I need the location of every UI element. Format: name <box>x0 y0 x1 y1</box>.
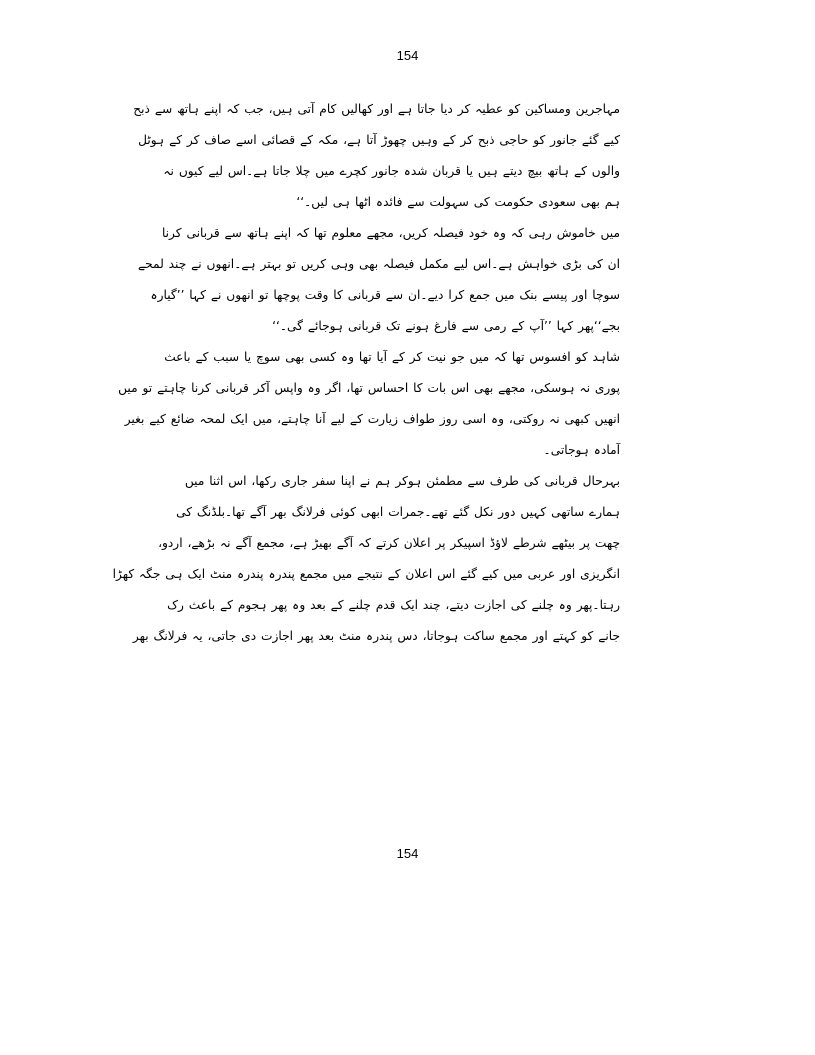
text-line: کیے گئے جانور کو حاجی ذبح کر کے وہیں چھوڑ آتا ہے، مکہ کے قصائی اسے صاف کر کے ہوٹل <box>138 133 620 147</box>
text-line: انھیں کبھی نہ روکتی، وہ اسی روز طواف زیارت کے لیے آنا چاہتے، میں ایک لمحہ ضائع کیے بغیر <box>124 412 620 426</box>
text-line: والوں کے ہاتھ بیچ دیتے ہیں یا قربان شدہ جانور کچرے میں چلا جاتا ہے۔اس لیے کیوں نہ <box>163 164 620 178</box>
text-line: بجے‘‘پھر کہا ’’آپ کے رمی سے فارغ ہونے تک قربانی ہوجائے گی۔‘‘ <box>272 319 620 333</box>
urdu-text-body <box>112 94 620 652</box>
text-line: آمادہ ہوجاتی۔ <box>543 443 620 457</box>
text-line: مہاجرین ومساکین کو عطیہ کر دیا جاتا ہے اور کھالیں کام آتی ہیں، جب کہ اپنے ہاتھ سے ذبح <box>133 102 620 116</box>
text-line: انگریزی اور عربی میں کیے گئے اس اعلان کے نتیجے میں مجمع پندرہ پندرہ منٹ ایک ہی جگہ کھڑا <box>112 567 620 581</box>
text-line: چھت پر بیٹھے شرطے لاؤڈ اسپیکر پر اعلان کرتے کہ آگے بھیڑ ہے، مجمع آگے نہ بڑھے، اردو، <box>158 536 620 550</box>
text-line: ہمارے ساتھی کہیں دور نکل گئے تھے۔جمرات ابھی کوئی فرلانگ بھر آگے تھا۔بلڈنگ کی <box>176 505 620 519</box>
text-line: رہتا۔پھر وہ چلنے کی اجازت دیتے، چند ایک قدم چلنے کے بعد وہ پھر ہجوم کے باعث رک <box>167 598 620 612</box>
text-line: شاہد کو افسوس تھا کہ میں جو نیت کر کے آیا تھا وہ کسی بھی سوچ یا سبب کے باعث <box>164 350 620 364</box>
page-number-bottom: 154 <box>396 846 419 861</box>
text-line: پوری نہ ہوسکی، مجھے بھی اس بات کا احساس تھا، اگر وہ واپس آکر قربانی کرنا چاہتے تو میں <box>118 381 620 395</box>
text-line: میں خاموش رہی کہ وہ خود فیصلہ کریں، مجھے معلوم تھا کہ اپنے ہاتھ سے قربانی کرنا <box>161 226 620 240</box>
text-line: بہرحال قربانی کی طرف سے مطمئن ہوکر ہم نے اپنا سفر جاری رکھا، اس اثنا میں <box>184 474 620 488</box>
page-number-top: 154 <box>396 48 419 63</box>
text-line: جانے کو کہتے اور مجمع ساکت ہوجاتا، دس پندرہ منٹ بعد پھر اجازت دی جاتی، یہ فرلانگ بھر <box>132 629 620 643</box>
text-line: سوچا اور پیسے بنک میں جمع کرا دیے۔ان سے قربانی کا وقت پوچھا تو انھوں نے کہا ’’گیارہ <box>150 288 620 302</box>
text-line: ان کی بڑی خواہش ہے۔اس لیے مکمل فیصلہ بھی وہی کریں تو بہتر ہے۔انھوں نے چند لمحے <box>138 257 620 271</box>
text-line: ہم بھی سعودی حکومت کی سہولت سے فائدہ اٹھا ہی لیں۔‘‘ <box>296 195 620 209</box>
